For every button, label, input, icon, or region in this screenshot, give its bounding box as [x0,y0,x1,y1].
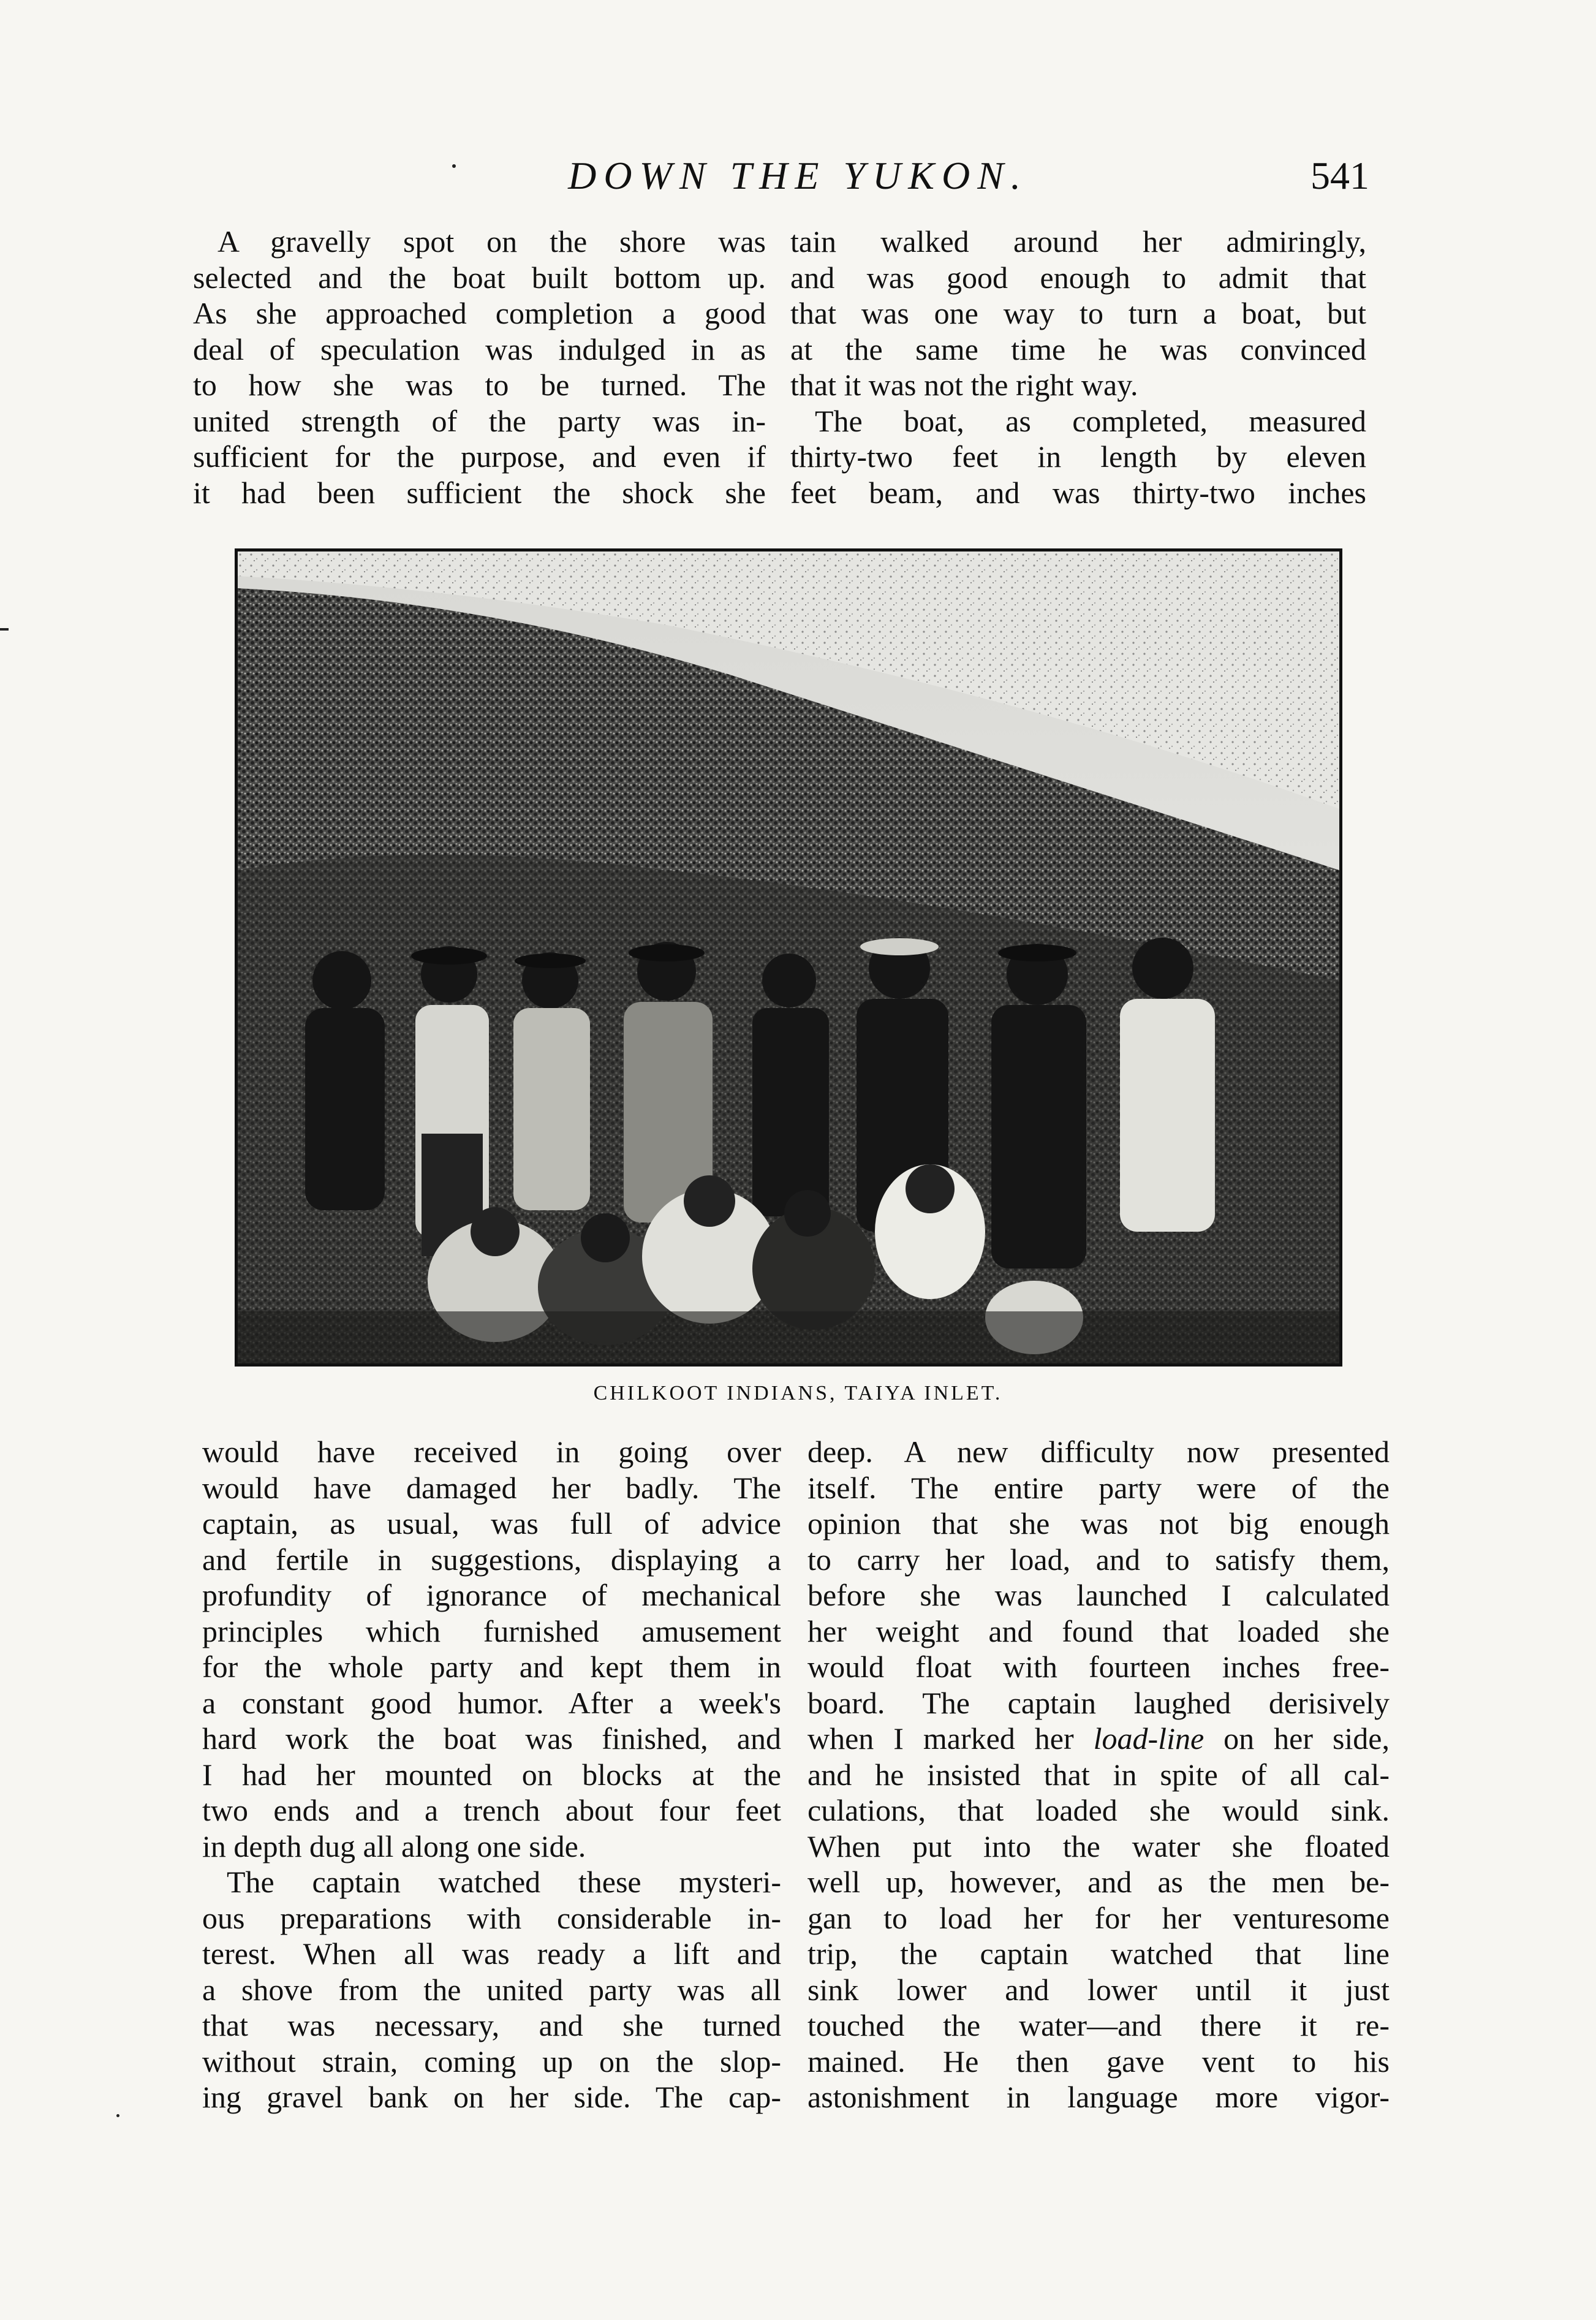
text-line: board. The captain laughed derisively [807,1685,1390,1720]
text-line: profundity of ignorance of mechanical [202,1578,781,1612]
photograph-chilkoot-indians [235,548,1342,1367]
print-speck [0,628,9,631]
top-left-column [193,224,766,510]
running-title: DOWN THE YUKON. [568,154,1028,197]
text-run: when I marked her [807,1721,1074,1756]
text-line: itself. The entire party were of the [807,1470,1390,1505]
text-line: to carry her load, and to satisfy them, [807,1542,1390,1577]
text-line: would have damaged her badly. The [202,1470,781,1505]
text-line: and fertile in suggestions, displaying a [202,1542,781,1577]
text-line: her weight and found that loaded she [807,1613,1390,1648]
text-line: trip, the captain watched that line [807,1936,1390,1971]
text-line: united strength of the party was in- [193,403,766,438]
text-line: that was one way to turn a boat, but [790,296,1366,330]
text-line: touched the water—and there it re- [807,2008,1390,2042]
halftone-photo [238,552,1339,1363]
print-speck [452,164,456,168]
page-number: 541 [1310,154,1369,197]
page-header [0,153,1596,208]
text-line: When put into the water she floated [807,1829,1390,1863]
italic-term: load-line [1093,1721,1205,1756]
text-line: The captain watched these mysteri- [227,1865,781,1899]
text-line: captain, as usual, was full of advice [202,1506,781,1541]
text-line: it had been sufficient the shock she [193,475,766,510]
text-line: ous preparations with considerable in- [202,1900,781,1935]
text-line: hard work the boat was finished, and [202,1721,781,1756]
text-line: principles which furnished amusement [202,1613,781,1648]
text-line: deal of speculation was indulged in as [193,332,766,366]
text-line: As she approached completion a good [193,296,766,330]
text-line: for the whole party and kept them in [202,1650,781,1684]
text-line: a constant good humor. After a week's [202,1685,781,1720]
text-line: that was necessary, and she turned [202,2008,781,2042]
text-line: and he insisted that in spite of all cal- [807,1757,1390,1792]
text-line: gan to load her for her venturesome [807,1900,1390,1935]
text-line: ing gravel bank on her side. The cap- [202,2080,781,2114]
print-speck [116,2114,119,2117]
text-line: The boat, as completed, measured [815,403,1366,438]
text-line: without strain, coming up on the slop- [202,2044,781,2079]
text-line: selected and the boat built bottom up. [193,260,766,295]
text-line: would float with fourteen inches free- [807,1650,1390,1684]
text-line: that it was not the right way. [790,368,1138,402]
text-line: would have received in going over [202,1435,781,1469]
text-line: and was good enough to admit that [790,260,1366,295]
text-line: I had her mounted on blocks at the [202,1757,781,1792]
text-line: sufficient for the purpose, and even if [193,439,766,474]
text-line: at the same time he was convinced [790,332,1366,366]
text-line: culations, that loaded she would sink. [807,1793,1390,1827]
text-line: well up, however, and as the men be- [807,1865,1390,1899]
text-line: A gravelly spot on the shore was [217,224,766,259]
text-line: thirty-two feet in length by eleven [790,439,1366,474]
text-line: before she was launched I calculated [807,1578,1390,1612]
text-line: terest. When all was ready a lift and [202,1936,781,1971]
text-line: feet beam, and was thirty-two inches [790,475,1366,510]
text-line: tain walked around her admiringly, [790,224,1366,259]
text-line: two ends and a trench about four feet [202,1793,781,1827]
text-line: in depth dug all along one side. [202,1829,586,1863]
bottom-right-column [807,1434,1390,2115]
text-run: on her side, [1223,1721,1390,1756]
bottom-left-column [202,1434,781,2115]
text-line: mained. He then gave vent to his [807,2044,1390,2079]
text-line: deep. A new difficulty now presented [807,1435,1390,1469]
text-line: opinion that she was not big enough [807,1506,1390,1541]
top-right-column [790,224,1366,510]
text-line: to how she was to be turned. The [193,368,766,402]
text-line [807,1721,1390,1757]
text-line: sink lower and lower until it just [807,1972,1390,2007]
figure-caption: CHILKOOT INDIANS, TAIYA INLET. [593,1382,1003,1405]
text-line: astonishment in language more vigor- [807,2080,1390,2114]
text-line: a shove from the united party was all [202,1972,781,2007]
